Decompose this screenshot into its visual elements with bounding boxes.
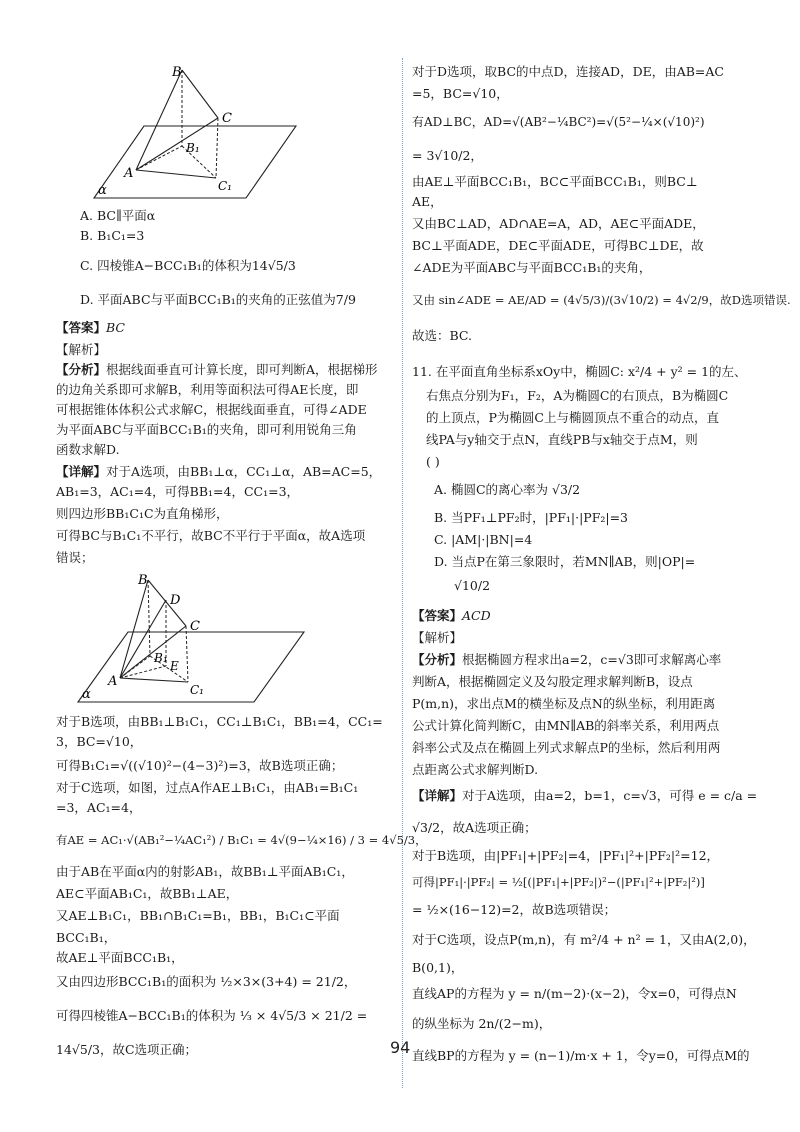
detail-text: 可得BC与B₁C₁不平行，故BC不平行于平面α，故A选项 (56, 528, 366, 543)
detail-text: BCC₁B₁， (56, 930, 117, 945)
detail-text: 则四边形BB₁C₁C为直角梯形， (56, 506, 229, 521)
detail-text: 又AE⊥B₁C₁，BB₁∩B₁C₁=B₁，BB₁，B₁C₁⊂平面 (56, 908, 340, 923)
detail-text: =5，BC=√10， (412, 86, 509, 101)
label-d: D (170, 593, 181, 608)
detail-text: 可得B₁C₁=√((√10)²−(4−3)²)=3，故B选项正确； (56, 758, 344, 773)
jiexi-tag: 【解析】 (412, 630, 463, 645)
analysis-text: 点距离公式求解判断D. (412, 762, 539, 777)
detail-text: = ½×(16−12)=2，故B选项错误； (412, 902, 617, 917)
detail-text: ∠ADE为平面ABC与平面BCC₁B₁的夹角， (412, 260, 652, 275)
detail-text: 对于A选项，由BB₁⊥α，CC₁⊥α，AB=AC=5， (106, 464, 382, 479)
detail-text: 的纵坐标为 2n/(2−m)， (412, 1016, 552, 1031)
question-11: 11. 在平面直角坐标系xOy中，椭圆C: x²/4 + y² = 1的左、 (412, 364, 747, 379)
detail-text: 对于A选项，由a=2，b=1，c=√3，可得 e = c/a = (462, 788, 758, 803)
answer-tag: 【答案】 (412, 608, 463, 623)
detail-formula: 有AD⊥BC，AD=√(AB²−¼BC²)=√(5²−¼×(√10)²) (412, 115, 705, 129)
label-b1: B₁ (186, 141, 200, 155)
q11-option-a: A. 椭圆C的离心率为 √3/2 (434, 482, 581, 497)
label-alpha: α (82, 687, 91, 702)
q11-option-d-value: √10/2 (454, 578, 491, 593)
detail-text: √3/2，故A选项正确； (412, 820, 537, 835)
analysis-text: 为平面ABC与平面BCC₁B₁的夹角，即可利用锐角三角 (56, 422, 357, 437)
detail-formula: 又由四边形BCC₁B₁的面积为 ½×3×(3+4) = 21/2， (56, 974, 357, 989)
detail-line (412, 786, 757, 806)
q11-option-b: B. 当PF₁⊥PF₂时，|PF₁|·|PF₂|=3 (434, 510, 629, 525)
answer-value: ACD (462, 608, 491, 623)
detail-text: 由于AB在平面α内的射影AB₁，故BB₁⊥平面AB₁C₁， (56, 864, 354, 879)
analysis-tag: 【分析】 (56, 362, 107, 377)
option-d: D. 平面ABC与平面BCC₁B₁的夹角的正弦值为7/9 (80, 292, 356, 307)
detail-text: 对于C选项，设点P(m,n)，有 m²/4 + n² = 1，又由A(2,0)， (412, 932, 756, 947)
label-c1: C₁ (190, 683, 204, 697)
detail-formula: = 3√10/2， (412, 148, 483, 163)
detail-text: AB₁=3，AC₁=4，可得BB₁=4，CC₁=3， (56, 484, 300, 499)
detail-text: 直线AP的方程为 y = n/(m−2)·(x−2)，令x=0，可得点N (412, 986, 737, 1001)
detail-text: 3，BC=√10， (56, 734, 143, 749)
label-b1: B₁ (154, 651, 168, 665)
analysis-tag: 【分析】 (412, 652, 463, 667)
detail-text: 对于B选项，由BB₁⊥B₁C₁，CC₁⊥B₁C₁，BB₁=4，CC₁= (56, 714, 383, 729)
detail-line (56, 462, 381, 482)
analysis-text: 公式计算化简判断C，由MN∥AB的斜率关系，利用两点 (412, 718, 720, 733)
question-11-blank: ( ) (426, 454, 440, 469)
analysis-text: 判断A，根据椭圆定义及勾股定理求解判断B，设点 (412, 674, 693, 689)
answer-tag: 【答案】 (56, 320, 107, 335)
detail-text: AE⊂平面AB₁C₁，故BB₁⊥AE， (56, 886, 239, 901)
detail-text: 直线BP的方程为 y = (n−1)/m·x + 1，令y=0，可得点M的 (412, 1048, 750, 1063)
pyramid-figure-2 (70, 570, 320, 710)
detail-text: 对于B选项，由|PF₁|+|PF₂|=4，|PF₁|²+|PF₂|²=12， (412, 848, 720, 863)
analysis-text: 斜率公式及点在椭圆上列式求解点P的坐标，然后利用两 (412, 740, 721, 755)
pyramid-figure-1 (86, 62, 326, 202)
analysis-text: 根据线面垂直可计算长度，即可判断A，根据梯形 (106, 362, 378, 377)
question-11: 的上顶点，P为椭圆C上与椭圆顶点不重合的动点，直 (426, 410, 719, 425)
q11-option-d: D. 当点P在第三象限时，若MN∥AB，则|OP|= (434, 554, 696, 569)
label-c: C (190, 619, 200, 634)
detail-formula: 可得四棱锥A−BCC₁B₁的体积为 ⅓ × 4√5/3 × 21/2 = (56, 1008, 368, 1023)
question-11: 右焦点分别为F₁，F₂，A为椭圆C的右顶点，B为椭圆C (426, 388, 729, 403)
detail-text: 由AE⊥平面BCC₁B₁，BC⊂平面BCC₁B₁，则BC⊥ (412, 174, 698, 189)
analysis-line (412, 650, 721, 670)
column-divider (402, 58, 403, 1088)
detail-text: 又由BC⊥AD，AD∩AE=A，AD，AE⊂平面ADE， (412, 216, 705, 231)
label-a: A (124, 166, 134, 181)
answer-line (412, 606, 491, 626)
detail-text: BC⊥平面ADE，DE⊂平面ADE，可得BC⊥DE，故 (412, 238, 704, 253)
detail-text: AE， (412, 194, 443, 209)
detail-formula: 有AE = AC₁·√(AB₁²−¼AC₁²) / B₁C₁ = 4√(9−¼×16) / 3 = 4√5/3， (56, 833, 427, 847)
analysis-text: P(m,n)，求出点M的横坐标及点N的纵坐标，利用距离 (412, 696, 716, 711)
label-alpha: α (98, 183, 107, 198)
label-e: E (170, 659, 179, 673)
detail-tag: 【详解】 (56, 464, 107, 479)
detail-formula: 又由 sin∠ADE = AE/AD = (4√5/3)/(3√10/2) = 4√2/9，故D选项错误. (412, 293, 791, 307)
detail-text: B(0,1)， (412, 960, 464, 975)
detail-text: 错误； (56, 550, 94, 565)
analysis-line (56, 360, 378, 380)
detail-formula: 可得|PF₁|·|PF₂| = ½[(|PF₁|+|PF₂|)²−(|PF₁|²+|PF₂|²)] (412, 875, 705, 889)
answer-line (56, 318, 125, 338)
label-b: B (138, 573, 148, 588)
analysis-text: 可根据锥体体积公式求解C，根据线面垂直，可得∠ADE (56, 402, 367, 417)
label-b: B (172, 65, 182, 80)
analysis-text: 函数求解D. (56, 442, 120, 457)
detail-text: =3，AC₁=4， (56, 800, 142, 815)
label-a: A (108, 674, 118, 689)
option-b: B. B₁C₁=3 (80, 228, 145, 243)
label-c1: C₁ (218, 179, 232, 193)
page-number: 94 (390, 1038, 411, 1057)
detail-text: 故选：BC. (412, 328, 473, 343)
question-11: 线PA与y轴交于点N，直线PB与x轴交于点M，则 (426, 432, 698, 447)
option-c: C. 四棱锥A−BCC₁B₁的体积为14√5/3 (80, 258, 296, 273)
analysis-text: 根据椭圆方程求出a=2，c=√3即可求解离心率 (462, 652, 722, 667)
label-c: C (222, 111, 232, 126)
jiexi-tag: 【解析】 (56, 342, 107, 357)
q11-option-c: C. |AM|·|BN|=4 (434, 532, 533, 547)
option-a: A. BC∥平面α (80, 208, 156, 223)
detail-text: 故AE⊥平面BCC₁B₁， (56, 950, 184, 965)
detail-text: 对于C选项，如图，过点A作AE⊥B₁C₁，由AB₁=B₁C₁ (56, 780, 359, 795)
detail-tag: 【详解】 (412, 788, 463, 803)
detail-text: 14√5/3，故C选项正确； (56, 1042, 198, 1057)
analysis-text: 的边角关系即可求解B，利用等面积法可得AE长度，即 (56, 382, 359, 397)
answer-value: BC (106, 320, 125, 335)
detail-text: 对于D选项，取BC的中点D，连接AD，DE，由AB=AC (412, 64, 725, 79)
